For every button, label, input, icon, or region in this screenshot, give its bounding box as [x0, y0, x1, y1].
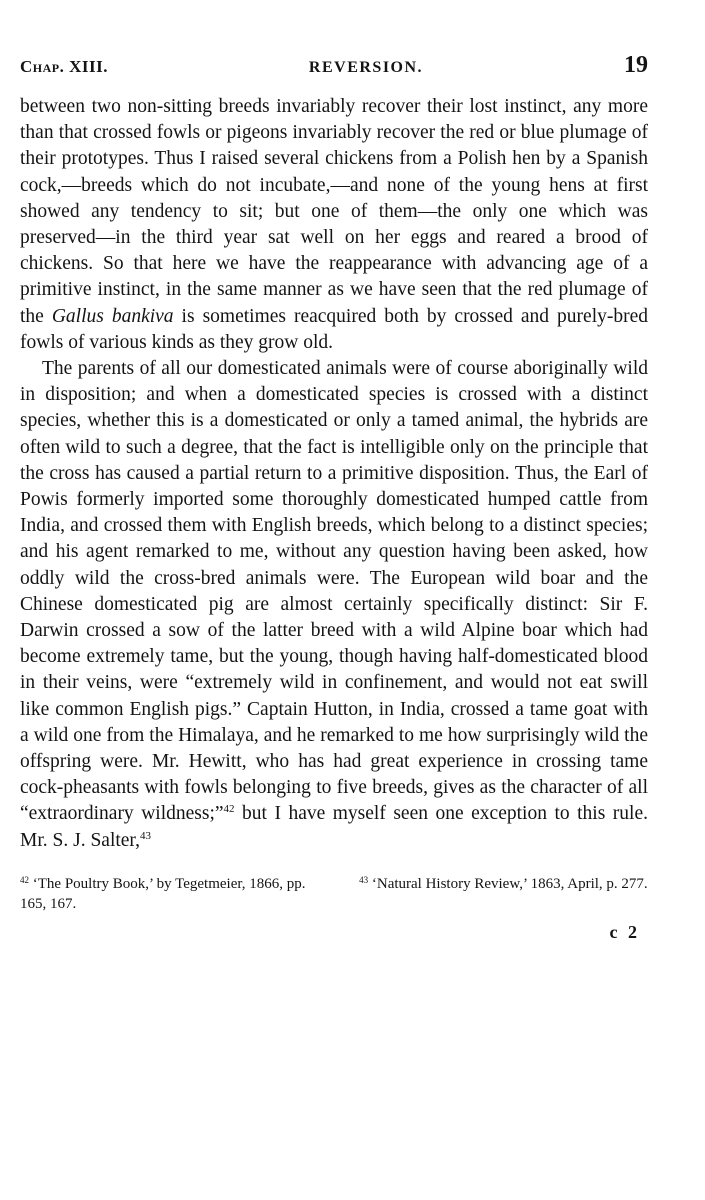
signature-mark: c 2	[609, 921, 640, 942]
footnote-text: ‘Natural History Review,’ 1863, April, p. 277.	[371, 875, 648, 892]
paragraph	[20, 94, 648, 356]
running-header	[20, 52, 648, 94]
page-number: 19	[624, 52, 648, 78]
footnote-ref: 42	[223, 803, 235, 816]
body-text	[20, 94, 648, 854]
footnote-marker: 42	[20, 874, 29, 885]
footnote	[20, 874, 309, 914]
footnote-marker: 43	[359, 874, 369, 885]
footnote	[359, 874, 648, 914]
text-run: is sometimes reacquired both by crossed and purely-bred fowls of various kinds as they grow old.	[20, 305, 649, 353]
text-run: but I have myself seen one exception to this rule. Mr. S. J. Salter,	[20, 803, 648, 851]
paragraph	[20, 356, 648, 854]
footnote-ref: 43	[140, 829, 152, 842]
footnotes	[20, 874, 648, 914]
italic-text: Gallus bankiva	[51, 305, 174, 327]
text-run: between two non-sitting breeds invariably recover their lost instinct, any more than that crossed fowls or pigeons invariably recover the red or blue plumage of their prototypes. Thus I raised several chickens from a Polish hen by a Spanish cock,—breeds which do not incubate,—and none of the young hens at first showed any tendency to sit; but one of them—the only one which was preserved—in the third year sat well on her eggs and reared a brood of chickens. So that here we have the reappearance with advancing age of a primitive instinct, in the same manner as we have seen that the red plumage of the	[20, 96, 648, 327]
footnote-text: ‘The Poultry Book,’ by Tegetmeier, 1866, pp. 165, 167.	[20, 875, 306, 912]
text-run: The parents of all our domesticated animals were of course aboriginally wild in disposition; and when a domesticated species is crossed with a distinct species, whether this is a domesticated or only a tamed animal, the hybrids are often wild to such a degree, that the fact is intelligible only on the principle that the cross has caused a partial return to a primitive disposition. Thus, the Earl of Powis formerly imported some thoroughly domesticated humped cattle from India, and crossed them with English breeds, which belong to a distinct species; and his agent remarked to me, without any question having been asked, how oddly wild the cross-bred animals were. The European wild boar and the Chinese domesticated pig are almost certainly specifically distinct: Sir F. Darwin crossed a sow of the latter breed with a wild Alpine boar which had become extremely tame, but the young, though having half-domesticated blood in their veins, were “extremely wild in confinement, and would not eat swill like common English pigs.” Captain Hutton, in India, crossed a tame goat with a wild one from the Himalaya, and he remarked to me how surprisingly wild the offspring were. Mr. Hewitt, who has had great experience in crossing tame cock-pheasants with fowls belonging to five breeds, gives as the character of all “extraordinary wildness;”	[20, 358, 648, 825]
running-title: REVERSION.	[308, 59, 424, 76]
chapter-label: Chap. XIII.	[20, 57, 108, 76]
